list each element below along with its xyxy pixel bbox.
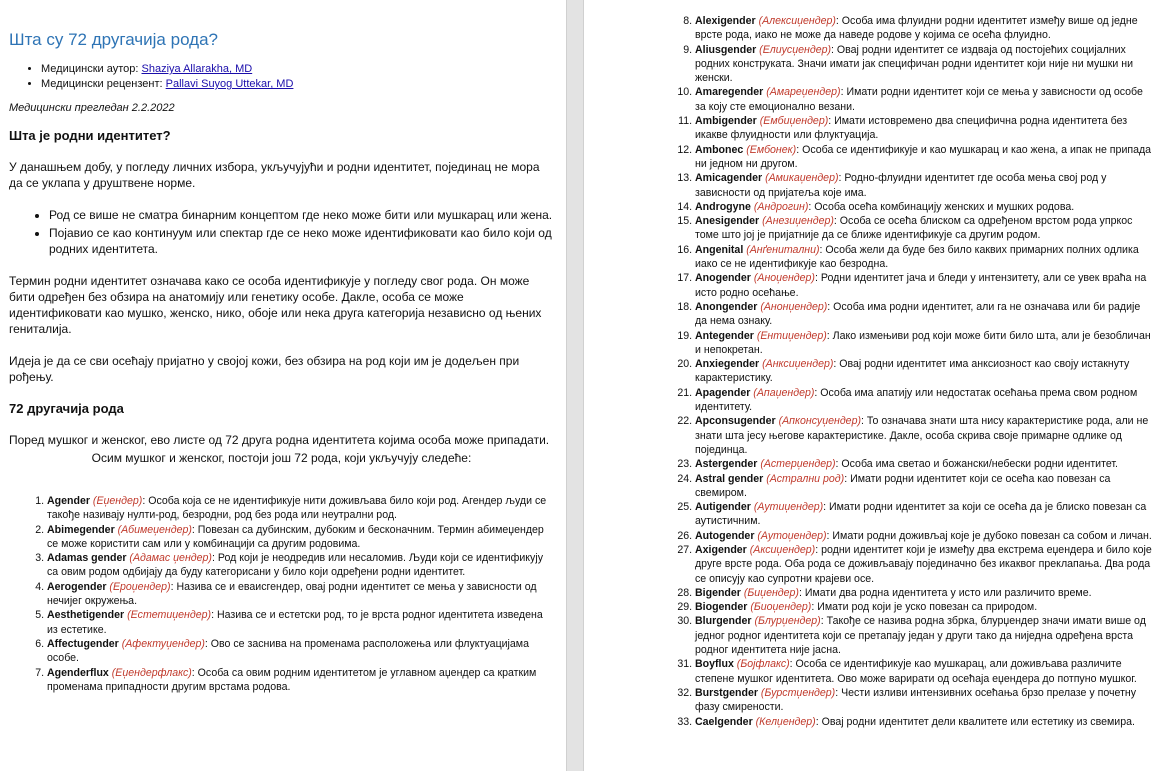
list-item (695, 243, 1154, 272)
gender-description: : Повезан са дубинским, дубоким и бесконачним. Термин абимеџендер се може користити сам или у комбинацији са другим родовима. (47, 523, 544, 550)
paragraph-definition: Термин родни идентитет означава како се особа идентификује у погледу свог рода. Он може бити одређен без обзира на анатомију или генетику особе. Дакле, особа се може идентификовати као мушко, женско, нико, обоје или нека друга категорија независно од њених гениталија. (9, 274, 542, 336)
list-item (695, 329, 1154, 358)
list-item (695, 614, 1154, 657)
bullet-list (9, 207, 554, 257)
gender-term: Agenderflux (47, 666, 109, 679)
gender-description: : Особа жели да буде без било каквих примарних полних одлика иако се не идентификује као безродна. (695, 243, 1139, 271)
reviewer-label: Медицински рецензент: (41, 78, 166, 90)
list-item (47, 608, 554, 637)
list-item (695, 586, 1154, 600)
list-item (695, 686, 1154, 715)
gender-description: : Имати истовремено два специфична родна идентитета без икакве флуидности или флуктуација. (695, 115, 1128, 142)
gender-transliteration: (Андрогин) (750, 200, 809, 213)
gender-transliteration: (Аутиџендер) (750, 501, 824, 514)
gender-transliteration: (Ентиџендер) (753, 329, 827, 342)
list-item (695, 171, 1154, 200)
list-item (47, 580, 554, 609)
gender-term: Biogender (695, 601, 748, 614)
gender-term: Agender (47, 495, 90, 507)
gender-term: Ambigender (695, 115, 757, 128)
gender-description: : Чести изливи интензивних осећања брзо прелазе у почетну фазу смирености. (695, 686, 1137, 714)
gender-term: Aesthetigender (47, 609, 125, 622)
gender-description: : Имати родни идентитет за који се осећа да је блиско повезан са аутистичним. (695, 501, 1147, 528)
list-item (695, 43, 1154, 86)
gender-description: : Лако измењиви род који може бити било шта, али је безобличан и непокретан. (695, 329, 1151, 356)
gender-term: Angenital (695, 243, 744, 256)
list-item (695, 457, 1154, 471)
gender-description: : Овај родни идентитет дели квалитете или естетику из свемира. (815, 715, 1135, 728)
gender-transliteration: (Абимеџендер) (114, 523, 192, 536)
gender-transliteration: (Анґенитални) (743, 243, 820, 256)
gender-description: : Имати два родна идентитета у исто или различито време. (798, 586, 1092, 599)
author-link[interactable]: Shaziya Allarakha, MD (141, 63, 253, 75)
heading-gender-identity: Шта је родни идентитет? (9, 128, 171, 143)
gender-term: Anesigender (695, 215, 760, 228)
list-item (695, 85, 1154, 114)
gender-term: Blurgender (695, 615, 752, 628)
gender-transliteration: (Аноџендер) (750, 272, 815, 285)
list-item (47, 551, 554, 580)
gender-description: : Особа се идентификује као мушкарац, али доживљава различите степене мушког идентитета. Ово може варирати од осећаја еџендера до потпуно мушког. (695, 658, 1137, 685)
gender-term: Aliusgender (695, 43, 757, 56)
gender-description: : Овај родни идентитет се издваја од постојећих социјалних родних конструката. Значи имати јак специфичан родни идентитет који није ни мушки ни женски. (695, 43, 1134, 85)
gender-term: Caelgender (695, 715, 753, 728)
gender-description: : Особа има светао и божански/небески родни идентитет. (835, 458, 1118, 471)
gender-term: Anongender (695, 300, 758, 313)
gender-transliteration: (Бурстџендер) (757, 686, 836, 699)
bullet-item: • Појавио се као континуум или спектар где се неко може идентификовати као било који од родних идентитета. (49, 225, 554, 257)
gender-transliteration: (Ембиџендер) (756, 115, 829, 128)
gender-description: : Имати родни идентитет који се мења у зависности од особе за коју сте емоционално везани. (695, 86, 1143, 113)
gender-description: : Родни идентитет јача и бледи у интензитету, али се увек враћа на исто родно осећање. (695, 272, 1147, 299)
gender-transliteration: (Естетиџендер) (124, 609, 212, 622)
gender-description: : Назива се и естетски род, то је врста родног идентитета изведена из естетике. (47, 609, 543, 636)
gender-transliteration: (Афектуџендер) (118, 637, 205, 650)
gender-transliteration: (Биоџендер) (747, 601, 812, 614)
review-date: Медицински прегледан 2.2.2022 (9, 102, 175, 114)
list-item (47, 494, 554, 523)
list-item (695, 600, 1154, 614)
gender-description: : Особа са овим родним идентитетом је углавном аџендер са кратким променама припадности другим врстама родова. (47, 666, 537, 693)
gender-transliteration: (Адамас џендер) (126, 552, 212, 565)
list-item (695, 114, 1154, 143)
gender-transliteration: (Ероџендер) (106, 580, 171, 593)
gender-transliteration: (Аксиџендер) (746, 543, 816, 556)
author-label: Медицински аутор: (41, 63, 142, 75)
gender-transliteration: (Амикаџендер) (762, 172, 839, 185)
list-item (695, 529, 1154, 543)
list-item (47, 666, 554, 695)
gender-description: : Назива се и еваисгендер, овај родни идентитет се мења у зависности од нечијег окружења. (47, 580, 537, 608)
list-item (695, 200, 1154, 214)
gender-description: : Особа има флуидни родни идентитет између више од једне врсте рода, иако не може да наведе родове у којима се осећа флуидно. (695, 15, 1138, 42)
list-item (695, 543, 1154, 586)
gender-description: : Особа има родни идентитет, али га не означава или би радије да нема ознаку. (695, 300, 1141, 328)
gender-description: : родни идентитет који је између два екстрема еџендера и било које друге врсте рода. Оба рода се доживљавају појединачно без икаквог преклапања. Два рода се описују као супротни крајеви осе. (695, 543, 1152, 585)
list-item (695, 14, 1154, 43)
paragraph-centered: Осим мушког и женског, постоји још 72 рода, који укључују следеће: (91, 451, 472, 465)
gender-description: : Особа осећа комбинацију женских и мушких родова. (808, 200, 1075, 213)
gender-term: Anogender (695, 272, 751, 285)
document-page-right (584, 0, 1164, 771)
gender-description: : Имати родни идентитет који се осећа као повезан са свемиром. (695, 472, 1111, 499)
gender-term: Boyflux (695, 658, 734, 671)
gender-transliteration: (Биџендер) (740, 586, 799, 599)
list-item (47, 523, 554, 552)
gender-description: : Ово се заснива на променама расположења или флуктуацијама особе. (47, 637, 529, 665)
list-item (695, 500, 1154, 529)
list-item (695, 357, 1154, 386)
medical-author (41, 62, 554, 77)
gender-transliteration: (Еџендер) (89, 495, 143, 507)
gender-transliteration: (Апконсуџендер) (775, 415, 861, 428)
gender-description: : Такође се назива родна збрка, блурџендер значи имати више од једног родног идентитета који се претапају један у други тако да ниједна одређена врста родног идентитета није јасна. (695, 615, 1146, 657)
gender-term: Anxiegender (695, 358, 760, 371)
gender-transliteration: (Анксиџендер) (759, 358, 834, 371)
gender-term: Affectugender (47, 637, 119, 650)
list-item (695, 657, 1154, 686)
gender-term: Aerogender (47, 580, 107, 593)
gender-description: : Род који је неодредив или несаломив. Људи који се идентификују са овим родом одбијају да буду категорисани у било који одређени родни идентитет. (47, 552, 543, 579)
gender-term: Astergender (695, 458, 758, 471)
gender-term: Alexigender (695, 15, 756, 27)
gender-term: Androgyne (695, 200, 751, 213)
gender-transliteration: (Анонџендер) (757, 300, 828, 313)
gender-transliteration: (Блурџендер) (751, 615, 821, 628)
gender-transliteration: (Келџендер) (752, 715, 816, 728)
document-page-left (0, 0, 566, 771)
gender-term: Antegender (695, 329, 754, 342)
list-item (695, 472, 1154, 501)
gender-term: Amaregender (695, 86, 764, 99)
gender-description: : Овај родни идентитет има анксиозност као своју истакнуту карактеристику. (695, 358, 1130, 385)
gender-term: Autigender (695, 501, 751, 514)
gender-list-right (602, 14, 1154, 729)
page-gap (566, 0, 584, 771)
list-item (695, 715, 1154, 729)
gender-description: : Особа се идентификује и као мушкарац и као жена, а ипак не припада ни једном ни другом. (695, 143, 1152, 170)
gender-transliteration: (Анезиџендер) (759, 215, 834, 228)
gender-transliteration: (Амареџендер) (763, 86, 841, 99)
gender-term: Apagender (695, 386, 751, 399)
list-item (695, 414, 1154, 457)
gender-term: Axigender (695, 543, 747, 556)
list-item (695, 386, 1154, 415)
gender-term: Burstgender (695, 686, 758, 699)
gender-description: : Имати род који је уско повезан са природом. (811, 601, 1038, 614)
list-item (695, 143, 1154, 172)
reviewer-link[interactable]: Pallavi Suyog Uttekar, MD (165, 78, 294, 90)
gender-transliteration: (Астрални род) (763, 472, 845, 485)
paragraph-idea: Идеја је да се сви осећају пријатно у својој кожи, без обзира на род који им је додељен при рођењу. (9, 354, 520, 384)
gender-term: Abimegender (47, 523, 115, 536)
gender-transliteration: (Елиусџендер) (756, 43, 832, 56)
gender-term: Astral gender (695, 472, 764, 485)
gender-term: Autogender (695, 529, 755, 542)
gender-description: : Особа се осећа блиском са одређеном врстом рода упркос томе што јој је пријатније да се ближе идентификује са другим родом. (695, 215, 1133, 242)
author-list (9, 62, 554, 92)
gender-term: Apconsugender (695, 415, 776, 428)
list-item (695, 214, 1154, 243)
list-item (695, 300, 1154, 329)
gender-transliteration: (Апаџендер) (750, 386, 815, 399)
gender-term: Amicagender (695, 172, 763, 185)
list-item (695, 271, 1154, 300)
gender-term: Bigender (695, 586, 741, 599)
gender-transliteration: (Ембонек) (743, 143, 797, 156)
heading-72-genders: 72 другачија рода (9, 401, 124, 416)
gender-description: : Особа има апатију или недостатак осећања према свом родном идентитету. (695, 386, 1138, 414)
paragraph-list-intro: Поред мушког и женског, ево листе од 72 друга родна идентитета којима особа може припадати. (9, 433, 550, 447)
list-item (47, 637, 554, 666)
gender-transliteration: (Бојфлакс) (733, 658, 790, 671)
medical-reviewer (41, 77, 554, 92)
gender-description: : Имати родни доживљај које је дубоко повезан са собом и личан. (826, 529, 1152, 542)
paragraph-intro: У данашњем добу, у погледу личних избора, укључујући и родни идентитет, појединац не мора да се уклапа у друштвене норме. (9, 160, 540, 190)
gender-transliteration: (Алексиџендер) (755, 15, 836, 27)
gender-term: Adamas gender (47, 552, 127, 565)
gender-term: Ambonec (695, 143, 744, 156)
page-title: Шта су 72 другачија рода? (9, 30, 218, 49)
gender-transliteration: (Аутоџендер) (754, 529, 827, 542)
gender-description: : То означава знати шта нису карактеристике рода, али не знати шта јесу његове карактеристике. Дакле, особа скрива своје примарне одлике од појединца. (695, 415, 1149, 456)
gender-description: : Особа која се не идентификује нити доживљава било који род. Агендер људи се такође називају нулти-род, безродни, род без рода или неутрални род. (47, 495, 547, 522)
gender-transliteration: (Еџендерфлакс) (108, 666, 192, 679)
gender-transliteration: (Астерџендер) (757, 458, 836, 471)
gender-list-left (9, 494, 554, 694)
gender-description: : Родно-флуидни идентитет где особа мења свој род у зависности од пријатеља које има. (695, 172, 1107, 199)
bullet-item: • Род се више не сматра бинарним концептом где неко може бити или мушкарац или жена. (49, 207, 554, 223)
